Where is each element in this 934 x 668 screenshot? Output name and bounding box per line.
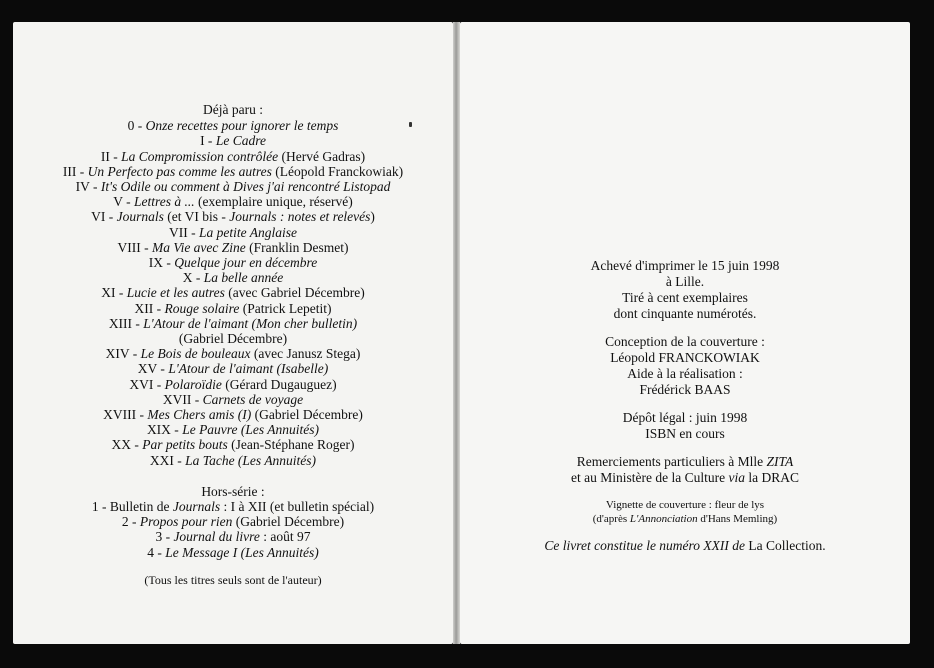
catalog-list [13,102,453,588]
thanks-block [460,454,910,486]
vignette-line: Vignette de couverture : fleur de lys [605,499,765,511]
book-spine [453,22,460,644]
left-page [13,22,453,644]
title-entry: XVI - Polaroïdie (Gérard Dugauguez) [129,376,337,392]
printing-block [460,258,910,322]
legal-block [460,410,910,442]
titles-list [13,118,453,468]
cover-line: Conception de la couverture : [605,334,765,349]
title-entry: XX - Par petits bouts (Jean-Stéphane Roger) [111,437,355,453]
title-entry: X - La belle année [182,270,284,286]
title-entry: XVIII - Mes Chers amis (I) (Gabriel Décembre) [103,407,363,423]
title-entry: XII - Rouge solaire (Patrick Lepetit) [134,300,332,316]
vignette-line: (d'après L'Annonciation d'Hans Memling) [592,513,778,525]
title-entry: VII - La petite Anglaise [169,224,297,240]
title-entry: 0 - Onze recettes pour ignorer le temps [127,118,339,134]
title-entry: XV - L'Atour de l'aimant (Isabelle) [137,361,329,377]
title-entry: VI - Journals (et VI bis - Journals : notes et relevés) [91,209,375,225]
hors-serie-entry: 1 - Bulletin de Journals : I à XII (et bulletin spécial) [91,499,375,515]
collection-note: Ce livret constitue le numéro XXII de La Collection. [544,538,826,553]
title-entry: III - Un Perfecto pas comme les autres (Léopold Franckowiak) [62,163,404,179]
right-page [460,22,910,644]
title-entry: VIII - Ma Vie avec Zine (Franklin Desmet) [117,239,349,255]
vignette-credit [460,498,910,526]
title-entry: IV - It's Odile ou comment à Dives j'ai rencontré Listopad [75,179,391,195]
legal-line: ISBN en cours [645,426,725,441]
title-entry: XXI - La Tache (Les Annuités) [149,452,317,468]
printing-line: Tiré à cent exemplaires [622,290,748,305]
cover-credits [460,334,910,398]
title-entry: XIII - L'Atour de l'aimant (Mon cher bulletin) [108,315,358,331]
hors-serie-entry: 3 - Journal du livre : août 97 [155,529,311,545]
cover-line: Frédérick BAAS [639,382,731,397]
title-entry: IX - Quelque jour en décembre [148,255,318,271]
title-entry: XI - Lucie et les autres (avec Gabriel Décembre) [101,285,365,301]
ink-mark [409,122,412,127]
printing-line: dont cinquante numérotés. [613,306,757,321]
hors-serie-entry: 4 - Le Message I (Les Annuités) [147,544,319,560]
deja-paru-heading: Déjà paru : [203,102,263,117]
title-entry: II - La Compromission contrôlée (Hervé Gadras) [100,148,366,164]
printing-line: Achevé d'imprimer le 15 juin 1998 [590,258,780,273]
title-entry: V - Lettres à ... (exemplaire unique, réservé) [113,194,353,210]
hors-serie-heading: Hors-série : [201,483,265,499]
title-entry: I - Le Cadre [200,133,266,149]
title-entry: (Gabriel Décembre) [178,331,288,347]
thanks-line: Remerciements particuliers à Mlle ZITA [576,454,794,469]
cover-line: Aide à la réalisation : [627,366,743,381]
cover-line: Léopold FRANCKOWIAK [610,350,760,365]
title-entry: XIX - Le Pauvre (Les Annuités) [146,422,320,438]
title-entry: XVII - Carnets de voyage [162,391,304,407]
colophon [460,258,910,554]
thanks-line: et au Ministère de la Culture via la DRAC [571,470,799,485]
printing-line: à Lille. [665,274,705,289]
hors-serie-entry: 2 - Propos pour rien (Gabriel Décembre) [121,514,345,530]
legal-line: Dépôt légal : juin 1998 [622,410,748,425]
hors-serie-list [13,499,453,560]
title-entry: XIV - Le Bois de bouleaux (avec Janusz Stega) [105,346,361,362]
authorship-note: (Tous les titres seuls sont de l'auteur) [144,572,322,587]
